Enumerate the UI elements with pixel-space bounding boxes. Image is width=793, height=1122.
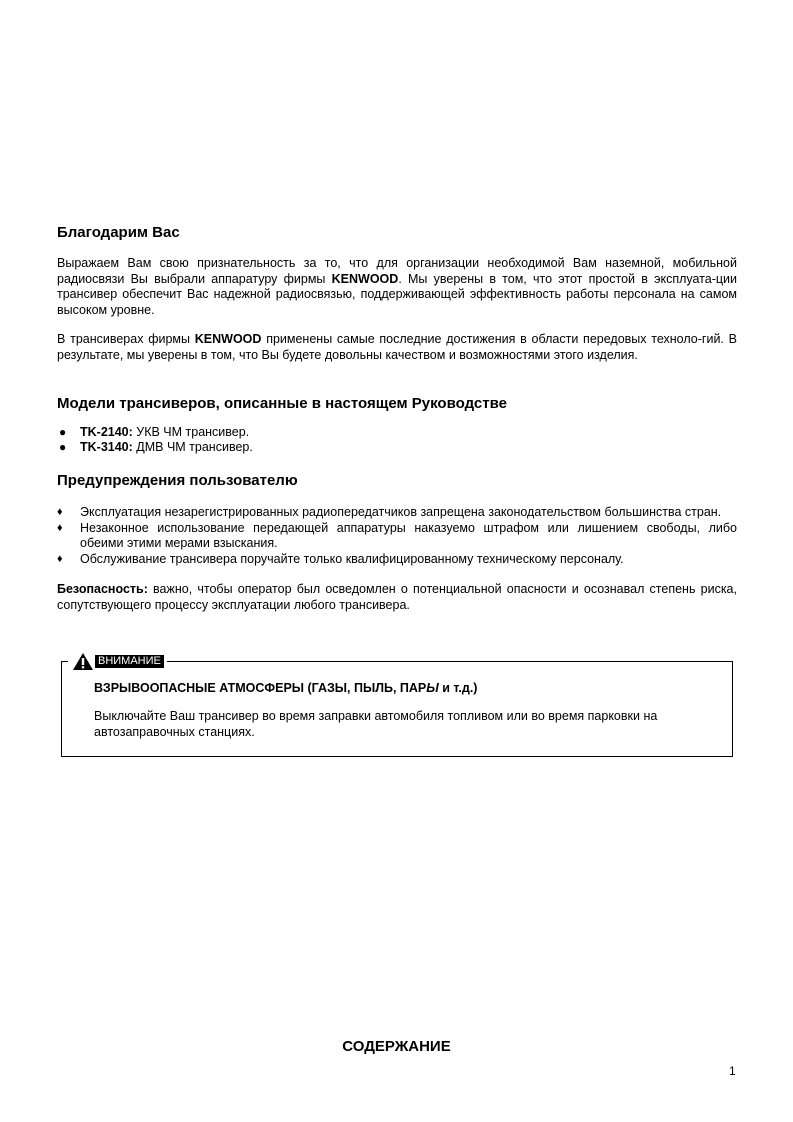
caution-label: ВНИМАНИЕ [95, 655, 164, 668]
caution-tag [68, 651, 167, 671]
toc-heading: СОДЕРЖАНИЕ [342, 1038, 451, 1055]
brand-name: KENWOOD [331, 271, 399, 286]
models-heading: Модели трансиверов, описанные в настоящем Руководстве [57, 395, 507, 412]
bullet-icon: ● [59, 439, 67, 454]
brand-name: KENWOOD [194, 332, 262, 346]
diamond-bullet-icon: ♦ [57, 506, 63, 518]
list-item: ● TK-2140: УКВ ЧМ трансивер. [59, 425, 250, 439]
list-item: ● TK-3140: ДМВ ЧМ трансивер. [59, 439, 253, 454]
thanks-heading: Благодарим Вас [57, 224, 180, 241]
list-item: ♦ Эксплуатация незарегистрированных радиопередатчиков запрещена законодательством большинства стран. [57, 505, 722, 519]
thanks-paragraph-2: В трансиверах фирмы KENWOOD применены самые последние достижения в области передовых техноло-гий. В результате, мы уверены в том, что Вы будете довольны качеством и возможностями этого изделия. [57, 332, 737, 362]
thanks-paragraph-1: Выражаем Вам свою признательность за то, что для организации необходимой Вам наземной, мобильной радиосвязи Вы выбрали аппаратуру фирмы KENWOOD. Мы уверены в том, что этот простой в эксплуата-ции трансивер обеспечит Вас надежной радиосвязью, поддерживающей эффективность работы персонала на самом высоком уровне. [57, 256, 737, 317]
main-content [57, 224, 737, 613]
warning-triangle-icon [72, 652, 94, 671]
caution-text: Выключайте Ваш трансивер во время заправки автомобиля топливом или во время парковки на автозаправочных станциях. [94, 709, 658, 739]
diamond-bullet-icon: ♦ [57, 522, 63, 534]
caution-title: ВЗРЫВООПАСНЫЕ АТМОСФЕРЫ (ГАЗЫ, ПЫЛЬ, ПАРЫ и т.д.) [94, 681, 478, 695]
safety-paragraph: Безопасность: важно, чтобы оператор был осведомлен о потенциальной опасности и осознавал степень риска, сопутствующего процессу эксплуатации любого трансивера. [57, 582, 737, 612]
warnings-list [57, 505, 737, 567]
diamond-bullet-icon: ♦ [57, 553, 63, 565]
list-item: ♦ Незаконное использование передающей аппаратуры наказуемо штрафом или лишением свободы, либо обеими этими мерами взыскания. [57, 521, 737, 550]
bullet-icon: ● [59, 425, 67, 439]
warnings-heading: Предупреждения пользователю [57, 472, 298, 489]
models-list [57, 425, 737, 454]
list-item: ♦ Обслуживание трансивера поручайте только квалифицированному техническому персоналу. [57, 552, 624, 566]
page-number: 1 [729, 1064, 736, 1078]
